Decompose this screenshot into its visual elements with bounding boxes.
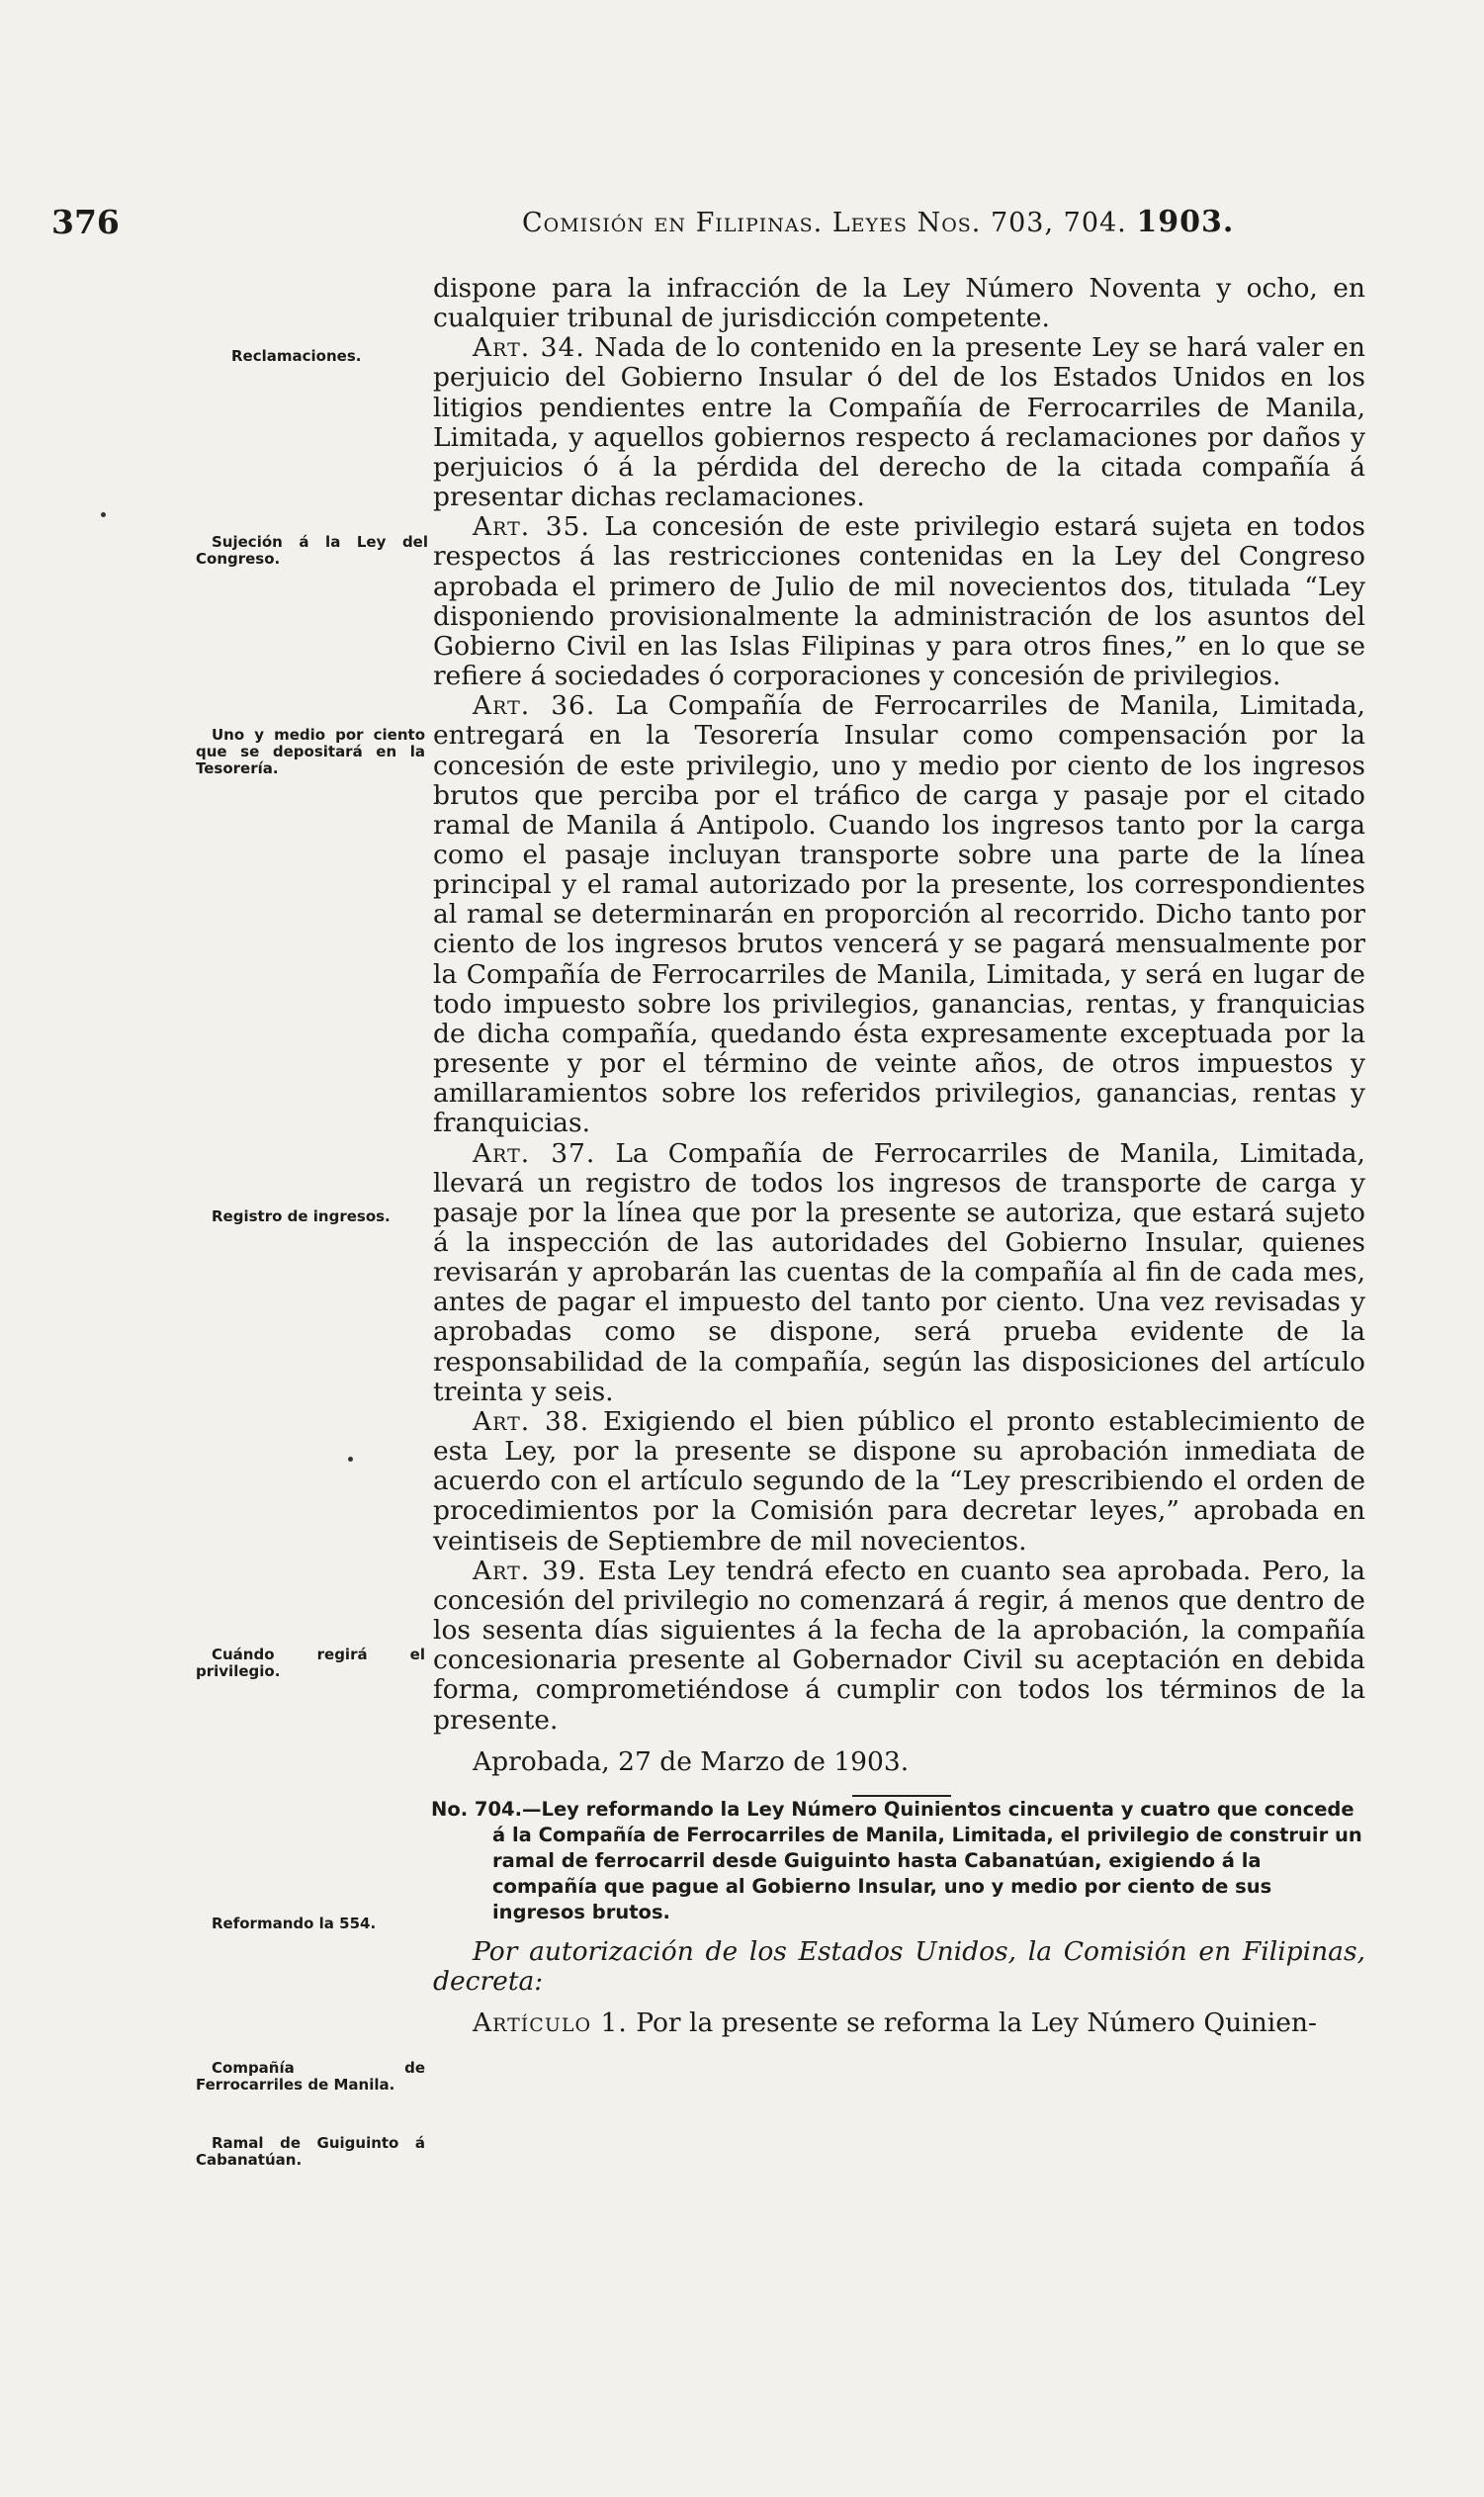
running-title-year: 1903.: [1136, 205, 1235, 239]
margin-note-compania: Compañía de Ferrocarriles de Manila.: [196, 2059, 425, 2094]
spacer: [433, 1925, 1365, 1937]
article-34: [433, 333, 1365, 512]
spacer: [433, 1736, 1365, 1747]
margin-note-reformando: Reformando la 554.: [212, 1915, 377, 1932]
margin-note-sujecion: Sujeción á la Ley del Congreso.: [196, 533, 428, 568]
specks: [101, 512, 106, 517]
article-39-label: Art. 39.: [473, 1555, 587, 1586]
page-number: 376: [51, 203, 120, 241]
article-35-label: Art. 35.: [473, 511, 590, 543]
article-34-label: Art. 34.: [473, 332, 585, 364]
article-37: [433, 1139, 1365, 1407]
article-38: [433, 1407, 1365, 1557]
margin-note-cuando-regira: Cuándo regirá el privilegio.: [196, 1646, 425, 1680]
article-35-text: La concesión de este privilegio estará sujeta en todos respectos á las restricciones contenidas en la Ley del Congreso aprobada el primero de Julio de mil novecientos dos, titulada “Ley disponiendo provisionalmente la administración de los asuntos del Gobierno Civil en las Islas Filipinas y para otros fines,” en lo que se refiere á sociedades ó corporaciones y concesión de privilegios.: [433, 511, 1365, 692]
margin-note-reclamaciones: Reclamaciones.: [231, 347, 362, 365]
article-36-text: La Compañía de Ferrocarriles de Manila, Limitada, entregará en la Tesorería Insular como compensación por la concesión de este privilegio, uno y medio por ciento de los ingresos brutos que perciba por el tráfico de carga y pasaje por el citado ramal de Manila á Antipolo. Cuando los ingresos tanto por la carga como el pasaje incluyan transporte sobre una parte de la línea principal y el ramal autorizado por la presente, los correspondientes al ramal se determinarán en proporción al recorrido. Dicho tanto por ciento de los ingresos brutos vencerá y se pagará mensualmente por la Compañía de Ferrocarriles de Manila, Limitada, y será en lugar de todo impuesto sobre los privilegios, ganancias, rentas, y franquicias de dicha compañía, quedando ésta expresamente exceptuada por la presente y por el término de veinte años, de otros impuestos y amillaramientos sobre los referidos privilegios, ganancias, rentas y franquicias.: [433, 690, 1365, 1139]
running-title-text: Comisión en Filipinas. Leyes Nos. 703, 704.: [522, 208, 1127, 238]
enacting-clause: Por autorización de los Estados Unidos, la Comisión en Filipinas, decreta:: [433, 1935, 1365, 1997]
main-text: [433, 274, 1365, 2038]
margin-note-ramal: Ramal de Guiguinto á Cabanatúan.: [196, 2134, 425, 2169]
article-37-label: Art. 37.: [473, 1137, 596, 1169]
article-38-text: Exigiendo el bien público el pronto establecimiento de esta Ley, por la presente se dispone su aprobación inmediata de acuerdo con el artículo segundo de la “Ley prescribiendo el orden de procedimientos por la Comisión para decretar leyes,” aprobada en veintiseis de Septiembre de mil novecientos.: [433, 1405, 1365, 1557]
article-1: [433, 2008, 1365, 2038]
article-36-label: Art. 36.: [473, 690, 596, 722]
law-704-heading: No. 704.—Ley reformando la Ley Número Quinientos cincuenta y cuatro que concede á la Compañía de Ferrocarriles de Manila, Limitada, el privilegio de construir un ramal de ferrocarril desde Guiguinto hasta Cabanatúan, exigiendo á la compañía que pague al Gobierno Insular, uno y medio por ciento de sus ingresos brutos.: [431, 1797, 1362, 1923]
approval-date: Aprobada, 27 de Marzo de 1903.: [473, 1745, 910, 1777]
article-39-text: Esta Ley tendrá efecto en cuanto sea aprobada. Pero, la concesión del privilegio no comenzará á regir, á menos que dentro de los sesenta días siguientes á la fecha de la aprobación, la compañía concesionaria presente al Gobernador Civil su aceptación en debida forma, comprometiéndose á cumplir con todos los términos de la presente.: [433, 1555, 1365, 1736]
article-39: [433, 1557, 1365, 1736]
article-34-text: Nada de lo contenido en la presente Ley se hará valer en perjuicio del Gobierno Insular ó del de los Estados Unidos en los litigios pendientes entre la Compañía de Ferrocarriles de Manila, Limitada, y aquellos gobiernos respecto á reclamaciones por daños y perjuicios ó á la pérdida del derecho de la citada compañía á presentar dichas reclamaciones.: [433, 332, 1365, 513]
article-38-label: Art. 38.: [473, 1405, 590, 1437]
specks: [348, 1457, 353, 1462]
article-1-text: Por la presente se reforma la Ley Número Quinien-: [636, 2007, 1317, 2039]
paragraph-continuation: dispone para la infracción de la Ley Número Noventa y ocho, en cualquier tribunal de jurisdicción competente.: [433, 273, 1365, 334]
article-37-text: La Compañía de Ferrocarriles de Manila, Limitada, llevará un registro de todos los ingresos de transporte de carga y pasaje por la línea que por la presente se autoriza, que estará sujeto á la inspección de las autoridades del Gobierno Insular, quienes revisarán y aprobarán las cuentas de la compañía al fin de cada mes, antes de pagar el impuesto del tanto por ciento. Una vez revisadas y aprobadas como se dispone, será prueba evidente de la responsabilidad de la compañía, según las disposiciones del artículo treinta y seis.: [433, 1137, 1365, 1407]
article-36: [433, 691, 1365, 1138]
running-title: [522, 205, 1234, 239]
article-35: [433, 512, 1365, 691]
article-1-label: Artículo 1.: [473, 2007, 628, 2039]
margin-note-registro: Registro de ingresos.: [212, 1207, 391, 1225]
margin-note-uno-y-medio: Uno y medio por ciento que se depositará en la Tesorería.: [196, 726, 425, 777]
